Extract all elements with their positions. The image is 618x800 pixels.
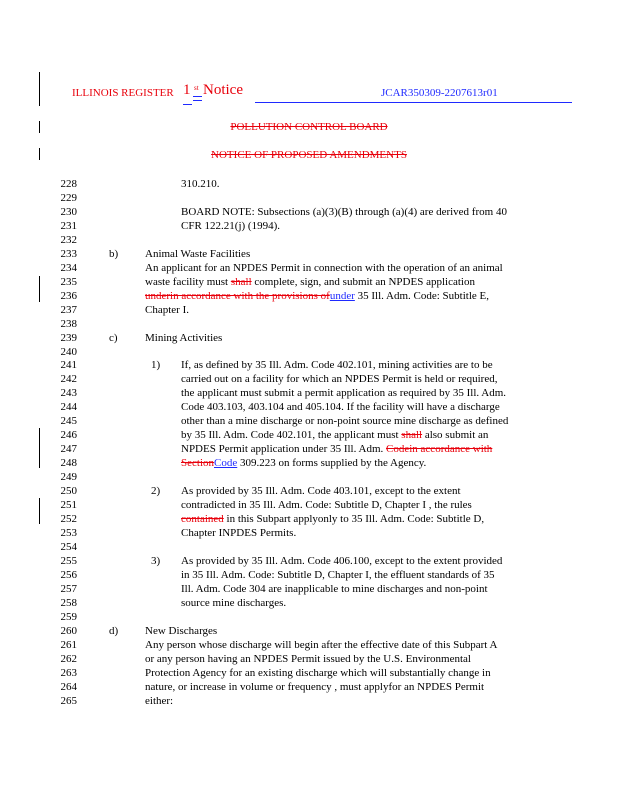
- change-bar: [39, 72, 40, 106]
- body-line: [145, 275, 475, 289]
- body-line: If, as defined by 35 Ill. Adm. Code 402.101, mining activities are to be: [181, 359, 493, 371]
- subsection-c-label: c): [109, 332, 118, 344]
- deleted-text: underin accordance with the provisions of: [145, 290, 330, 302]
- body-line: either:: [145, 695, 174, 707]
- deleted-text: contained: [181, 513, 224, 525]
- line-number: 229: [60, 192, 77, 204]
- line-number: 249: [60, 471, 77, 483]
- line-number: 260: [60, 625, 77, 637]
- body-line: [181, 442, 492, 456]
- register-title: ILLINOIS REGISTER: [72, 87, 174, 99]
- change-bar: [39, 428, 40, 468]
- subsection-b-title: Animal Waste Facilities: [145, 248, 251, 260]
- line-number: 262: [60, 653, 77, 665]
- line-number: 253: [60, 527, 77, 539]
- line-number: 236: [60, 290, 77, 302]
- line-number: 235: [60, 276, 77, 288]
- body-line: [145, 289, 489, 303]
- body-line: or any person having an NPDES Permit issued by the U.S. Environmental: [145, 653, 471, 665]
- line-number: 265: [60, 695, 77, 707]
- subsection-d-title: New Discharges: [145, 625, 218, 637]
- line-number: 237: [60, 304, 77, 316]
- text-run: by 35 Ill. Adm. Code 402.101, the applicant must: [181, 429, 402, 441]
- line-number: 234: [60, 262, 77, 274]
- subsection-b-label: b): [109, 248, 119, 260]
- line-number: 241: [60, 359, 77, 371]
- board-note: BOARD NOTE: Subsections (a)(3)(B) through (a)(4) are derived from 40: [181, 206, 507, 218]
- line-number: 232: [60, 234, 77, 246]
- body-line: Chapter I.: [145, 304, 189, 316]
- body-line: in 35 Ill. Adm. Code: Subtitle D, Chapter I, the effluent standards of 35: [181, 569, 495, 581]
- board-title: POLLUTION CONTROL BOARD: [230, 121, 388, 133]
- item-2-label: 2): [151, 485, 161, 497]
- line-number: 254: [60, 541, 77, 553]
- text-run: complete, sign, and submit an NPDES application: [251, 276, 475, 288]
- line-number: 228: [60, 178, 77, 190]
- line-number: 238: [60, 318, 77, 330]
- body-line: Chapter INPDES Permits.: [181, 527, 297, 539]
- line-number: 261: [60, 639, 77, 651]
- line-number: 251: [60, 499, 77, 511]
- line-number: 242: [60, 373, 77, 385]
- line-number: 248: [60, 457, 77, 469]
- header-superscript-st: st: [194, 84, 199, 92]
- subsection-c-title: Mining Activities: [145, 332, 223, 344]
- body-line: As provided by 35 Ill. Adm. Code 406.100, except to the extent provided: [181, 555, 503, 567]
- line-number: 255: [60, 555, 77, 567]
- line-number: 257: [60, 583, 77, 595]
- line-number: 245: [60, 415, 77, 427]
- body-line: Protection Agency for an existing discharge which will substantially change in: [145, 667, 491, 679]
- notice-title: NOTICE OF PROPOSED AMENDMENTS: [211, 149, 407, 161]
- body-line: Code 403.103, 403.104 and 405.104. If the facility will have a discharge: [181, 401, 500, 413]
- text-run: in this Subpart applyonly to 35 Ill. Adm. Code: Subtitle D,: [223, 513, 485, 525]
- deleted-text: Section: [181, 457, 214, 469]
- line-number: 246: [60, 429, 77, 441]
- change-bar: [39, 276, 40, 302]
- deleted-text: shall: [401, 429, 423, 441]
- item-3-label: 3): [151, 555, 161, 567]
- body-line: As provided by 35 Ill. Adm. Code 403.101, except to the extent: [181, 485, 461, 497]
- deleted-text: shall: [230, 276, 252, 288]
- header-insert-mark: [193, 96, 202, 101]
- line-number: 240: [60, 346, 77, 358]
- item-1-label: 1): [151, 359, 161, 371]
- inserted-text: Code: [214, 457, 238, 469]
- notice-label: Notice: [203, 82, 243, 98]
- text-run: 35 Ill. Adm. Code: Subtitle E,: [354, 290, 489, 302]
- body-line: An applicant for an NPDES Permit in connection with the operation of an animal: [145, 262, 503, 274]
- body-line: 310.210.: [181, 178, 220, 190]
- header-superscript-one: 1: [183, 82, 191, 98]
- board-note-cont: CFR 122.21(j) (1994).: [181, 220, 280, 232]
- body-line: nature, or increase in volume or frequency , must applyfor an NPDES Permit: [145, 681, 485, 693]
- text-run: waste facility must: [145, 276, 231, 288]
- body-line: contradicted in 35 Ill. Adm. Code: Subtitle D, Chapter I , the rules: [181, 499, 472, 511]
- text-run: NPDES Permit application under 35 Ill. Adm.: [181, 443, 387, 455]
- text-run: also submit an: [422, 429, 489, 441]
- line-number: 230: [60, 206, 77, 218]
- inserted-text: under: [329, 290, 355, 302]
- deleted-text: Codein accordance with: [386, 443, 493, 455]
- line-number: 239: [60, 332, 77, 344]
- body-line: [181, 428, 488, 442]
- line-number: 247: [60, 443, 77, 455]
- body-line: Any person whose discharge will begin after the effective date of this Subpart A: [145, 639, 498, 651]
- line-number: 233: [60, 248, 77, 260]
- change-bar: [39, 498, 40, 524]
- body-line: the applicant must submit a permit application as required by 35 Ill. Adm.: [181, 387, 507, 399]
- line-number: 263: [60, 667, 77, 679]
- body-line: other than a mine discharge or non-point source mine discharge as defined: [181, 415, 509, 427]
- line-number: 252: [60, 513, 77, 525]
- body-line: source mine discharges.: [181, 597, 287, 609]
- subsection-d-label: d): [109, 625, 119, 637]
- line-number: 258: [60, 597, 77, 609]
- line-number: 244: [60, 401, 77, 413]
- header-underline: [255, 102, 572, 103]
- body-line: [181, 456, 426, 470]
- line-number: 250: [60, 485, 77, 497]
- line-number: 243: [60, 387, 77, 399]
- line-number: 256: [60, 569, 77, 581]
- header-insert-mark-2: [183, 104, 192, 105]
- line-number: 264: [60, 681, 77, 693]
- text-run: 309.223 on forms supplied by the Agency.: [237, 457, 427, 469]
- body-line: carried out on a facility for which an NPDES Permit is held or required,: [181, 373, 498, 385]
- body-line: [181, 512, 484, 526]
- body-line: Ill. Adm. Code 304 are inapplicable to mine discharges and non-point: [181, 583, 488, 595]
- line-number: 259: [60, 611, 77, 623]
- line-number: 231: [60, 220, 77, 232]
- document-id: JCAR350309-2207613r01: [381, 87, 498, 99]
